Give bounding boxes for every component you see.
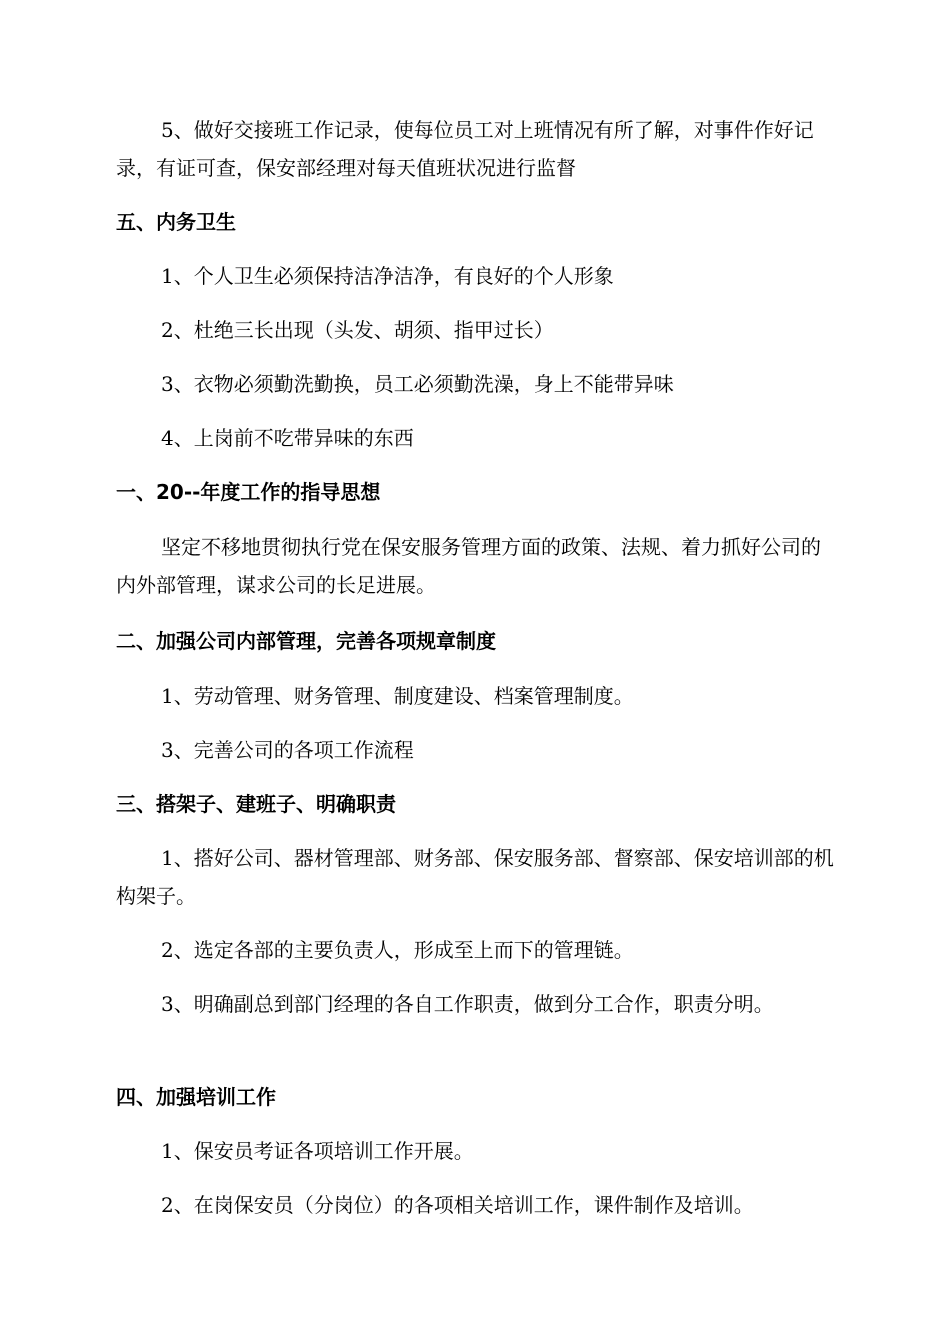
paragraph-training-2: 2、在岗保安员（分岗位）的各项相关培训工作，课件制作及培训。 xyxy=(161,1193,754,1217)
paragraph-structure-2: 2、选定各部的主要负责人，形成至上而下的管理链。 xyxy=(161,938,634,962)
paragraph-hygiene-1: 1、个人卫生必须保持洁净洁净，有良好的个人形象 xyxy=(161,264,614,288)
paragraph-hygiene-2: 2、杜绝三长出现（头发、胡须、指甲过长） xyxy=(161,318,554,342)
heading-training: 四、加强培训工作 xyxy=(116,1085,276,1109)
paragraph-item-5-handover: 5、做好交接班工作记录，使每位员工对上班情况有所了解，对事件作好记录，有证可查，保安部经理对每天值班状况进行监督 xyxy=(116,118,814,180)
paragraph-hygiene-4: 4、上岗前不吃带异味的东西 xyxy=(161,426,414,450)
heading-guiding-ideology: 一、20--年度工作的指导思想 xyxy=(116,480,381,504)
paragraph-hygiene-3: 3、衣物必须勤洗勤换，员工必须勤洗澡，身上不能带异味 xyxy=(161,372,674,396)
heading-internal-hygiene: 五、内务卫生 xyxy=(116,210,236,234)
paragraph-training-1: 1、保安员考证各项培训工作开展。 xyxy=(161,1139,474,1163)
heading-internal-management: 二、加强公司内部管理，完善各项规章制度 xyxy=(116,629,496,653)
paragraph-structure-1: 1、搭好公司、器材管理部、财务部、保安服务部、督察部、保安培训部的机构架子。 xyxy=(116,846,834,908)
paragraph-structure-3: 3、明确副总到部门经理的各自工作职责，做到分工合作，职责分明。 xyxy=(161,992,774,1016)
paragraph-management-3: 3、完善公司的各项工作流程 xyxy=(161,738,414,762)
paragraph-guiding-ideology: 坚定不移地贯彻执行党在保安服务管理方面的政策、法规、着力抓好公司的内外部管理，谋求公司的长足进展。 xyxy=(116,535,821,597)
paragraph-management-1: 1、劳动管理、财务管理、制度建设、档案管理制度。 xyxy=(161,684,634,708)
heading-structure-duties: 三、搭架子、建班子、明确职责 xyxy=(116,792,396,816)
